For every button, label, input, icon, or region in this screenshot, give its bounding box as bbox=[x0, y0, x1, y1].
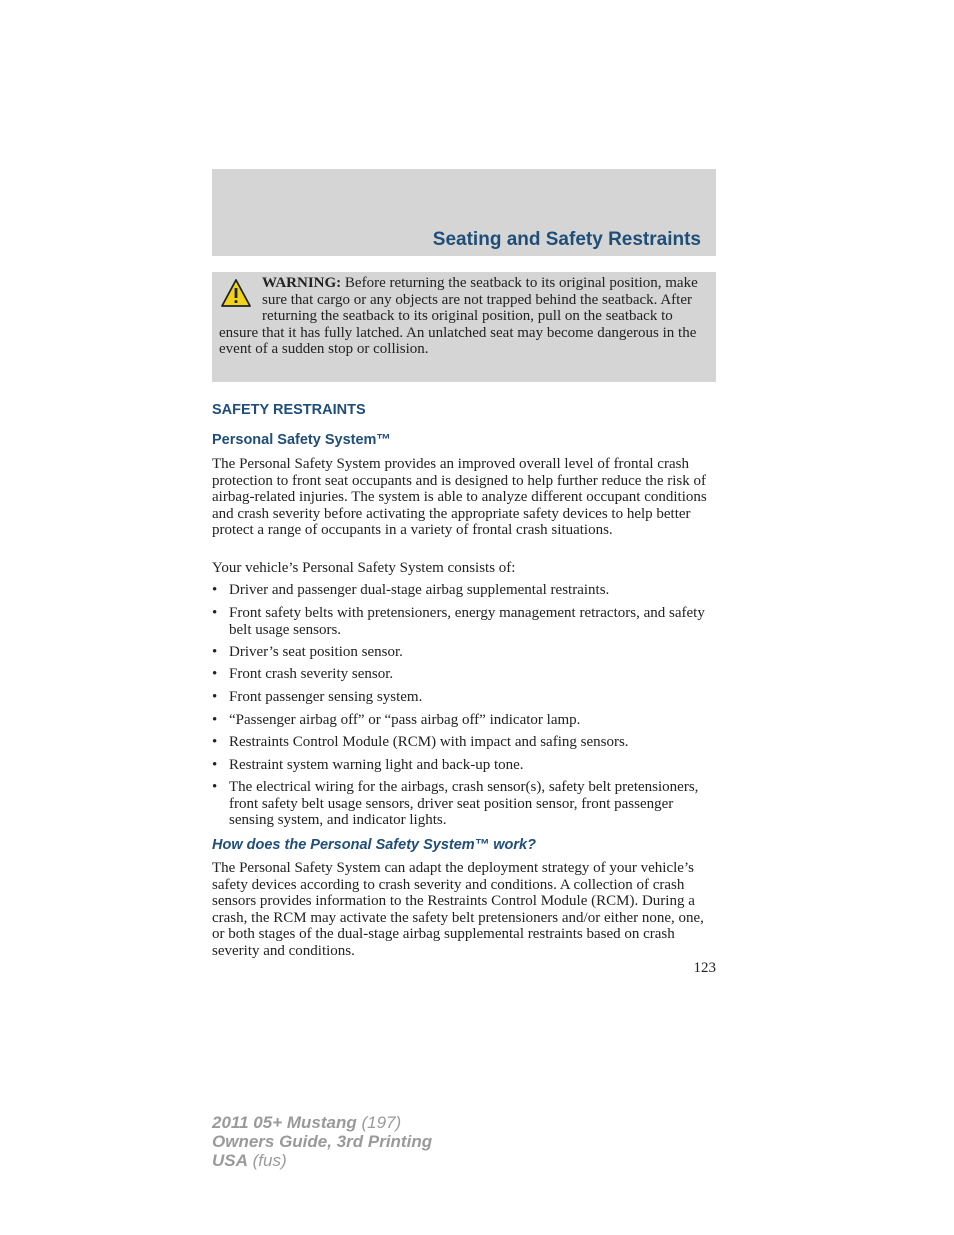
list-item bbox=[212, 757, 716, 774]
chapter-title: Seating and Safety Restraints bbox=[432, 229, 701, 250]
list-item bbox=[212, 734, 716, 751]
warning-triangle-icon bbox=[220, 278, 252, 308]
how-it-works-heading: How does the Personal Safety System™ work? bbox=[212, 837, 536, 853]
warning-label: WARNING: bbox=[262, 275, 342, 291]
list-item bbox=[212, 644, 716, 661]
footer-line-model bbox=[212, 1113, 432, 1132]
list-item-text: Restraints Control Module (RCM) with impact and safing sensors. bbox=[229, 734, 629, 750]
warning-text: Before returning the seatback to its original position, make sure that cargo or any objects are not trapped behind the seatback. After returning the seatback to its original position, pull on the seatback to ensure that it has fully latched. An unlatched seat may become dangerous in the event of a sudden stop or collision. bbox=[219, 275, 698, 357]
list-item-text: Front passenger sensing system. bbox=[229, 689, 423, 705]
bullet-icon: • bbox=[212, 689, 218, 705]
how-it-works-paragraph: The Personal Safety System can adapt the deployment strategy of your vehicle’s safety devices according to crash severity and conditions. A collection of crash sensors provides information to the Restraints Control Module (RCM). During a crash, the RCM may activate the safety belt pretensioners and/or either none, one, or both stages of the dual-stage airbag supplemental restraints based on crash severity and conditions. bbox=[212, 860, 704, 959]
footer-region-code: (fus) bbox=[252, 1151, 287, 1170]
list-item-text: Driver’s seat position sensor. bbox=[229, 644, 403, 660]
footer-model-code: (197) bbox=[361, 1113, 402, 1132]
list-item-text: Front safety belts with pretensioners, energy management retractors, and safety belt usage sensors. bbox=[229, 605, 705, 638]
bullet-icon: • bbox=[212, 712, 218, 728]
footer-guide-edition: Owners Guide, 3rd Printing bbox=[212, 1132, 433, 1151]
list-item bbox=[212, 666, 716, 683]
bullet-icon: • bbox=[212, 582, 218, 598]
list-item bbox=[212, 605, 716, 638]
list-item-text: Restraint system warning light and back-up tone. bbox=[229, 757, 524, 773]
pss-consists-of-text: Your vehicle’s Personal Safety System consists of: bbox=[212, 560, 516, 576]
pss-heading: Personal Safety System™ bbox=[212, 432, 391, 448]
bullet-icon: • bbox=[212, 757, 218, 773]
list-item-text: Front crash severity sensor. bbox=[229, 666, 394, 682]
chapter-header-band bbox=[212, 169, 716, 256]
page-number: 123 bbox=[693, 960, 716, 976]
bullet-icon: • bbox=[212, 666, 218, 682]
list-item bbox=[212, 712, 716, 729]
list-item bbox=[212, 779, 716, 829]
footer-region: USA bbox=[212, 1151, 248, 1170]
footer-imprint bbox=[212, 1113, 432, 1170]
footer-line-guide bbox=[212, 1132, 432, 1151]
bullet-icon: • bbox=[212, 779, 218, 795]
section-title: SAFETY RESTRAINTS bbox=[212, 402, 366, 418]
list-item-text: “Passenger airbag off” or “pass airbag off” indicator lamp. bbox=[229, 712, 581, 728]
footer-line-region bbox=[212, 1151, 432, 1170]
pss-intro-paragraph: The Personal Safety System provides an improved overall level of frontal crash protection to front seat occupants and is designed to help further reduce the risk of airbag-related injuries. The system is able to analyze different occupant conditions and crash severity before activating the appropriate safety devices to help better protect a range of occupants in a variety of frontal crash situations. bbox=[212, 456, 707, 538]
list-item-text: The electrical wiring for the airbags, crash sensor(s), safety belt pretensioners, front safety belt usage sensors, driver seat position sensor, front passenger sensing system, and indicator lights. bbox=[229, 779, 699, 828]
bullet-icon: • bbox=[212, 644, 218, 660]
warning-box bbox=[212, 272, 716, 382]
list-item-text: Driver and passenger dual-stage airbag supplemental restraints. bbox=[229, 582, 610, 598]
list-item bbox=[212, 689, 716, 706]
footer-model: 2011 05+ Mustang bbox=[212, 1113, 357, 1132]
list-item bbox=[212, 582, 716, 599]
bullet-icon: • bbox=[212, 605, 218, 621]
bullet-icon: • bbox=[212, 734, 218, 750]
